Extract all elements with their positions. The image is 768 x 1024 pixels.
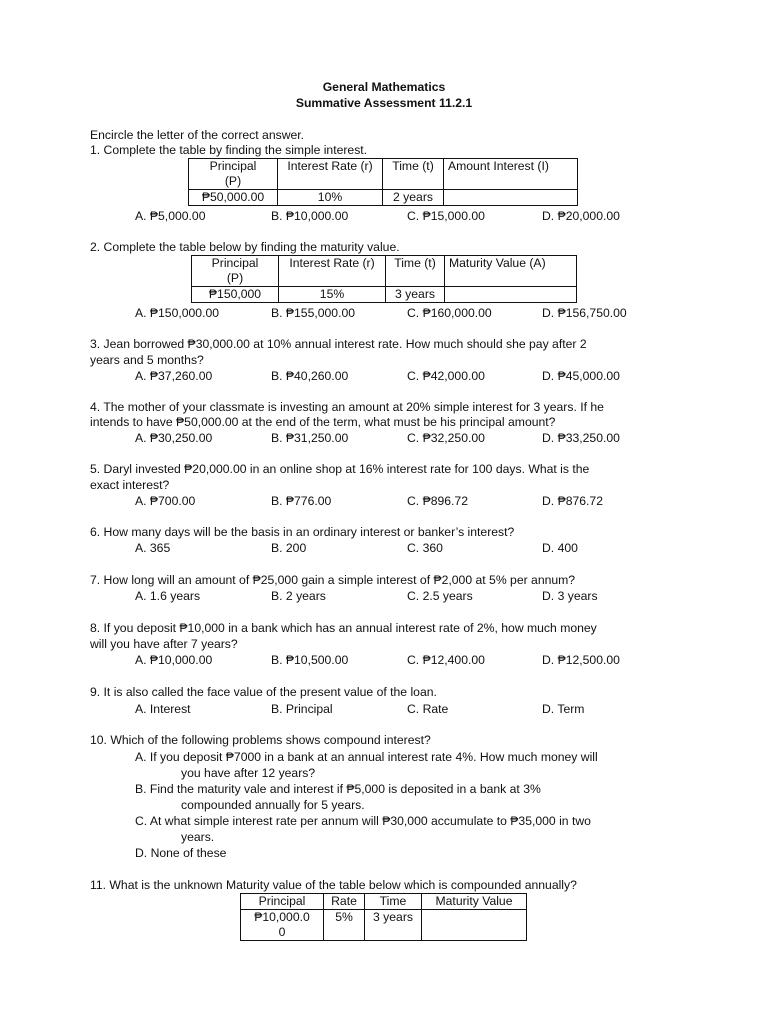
q2-table — [191, 255, 577, 303]
q2-text: 2. Complete the table below by finding the maturity value. — [90, 240, 400, 254]
table-cell — [422, 910, 527, 941]
q8-text-line1: 8. If you deposit ₱10,000 in a bank which has an annual interest rate of 2%, how much money — [90, 621, 597, 635]
document-subtitle: Summative Assessment 11.2.1 — [295, 96, 473, 110]
q3-option-d: D. ₱45,000.00 — [542, 369, 620, 383]
table-cell: 15% — [279, 287, 386, 303]
table-header-cell: Rate — [324, 894, 365, 910]
q5-option-a: A. ₱700.00 — [135, 494, 196, 508]
table-cell: 10% — [278, 190, 383, 206]
q9-option-c: C. Rate — [407, 702, 449, 716]
table-cell: ₱50,000.00 — [189, 190, 278, 206]
q10-text-line1: 10. Which of the following problems shows compound interest? — [90, 733, 431, 747]
q2-option-b: B. ₱155,000.00 — [271, 306, 356, 320]
q10-option-b-cont: compounded annually for 5 years. — [181, 798, 365, 812]
q6-text-line1: 6. How many days will be the basis in an ordinary interest or banker’s interest? — [90, 525, 515, 539]
document-title: General Mathematics — [322, 80, 446, 94]
table-cell — [241, 910, 324, 941]
table-cell: 5% — [324, 910, 365, 941]
q7-text-line1: 7. How long will an amount of ₱25,000 gain a simple interest of ₱2,000 at 5% per annum? — [90, 573, 576, 587]
q3-option-a: A. ₱37,260.00 — [135, 369, 213, 383]
table-row — [192, 287, 577, 303]
table-row — [241, 910, 527, 941]
q8-option-a: A. ₱10,000.00 — [135, 653, 213, 667]
table-header-cell — [189, 159, 278, 190]
header-text: Principal — [209, 159, 257, 173]
table-header-cell: Maturity Value — [422, 894, 527, 910]
table-cell — [444, 190, 578, 206]
table-header-cell: Amount Interest (I) — [444, 159, 578, 190]
q4-option-c: C. ₱32,250.00 — [407, 431, 485, 445]
table-header-cell: Time — [365, 894, 422, 910]
q5-text-line2: exact interest? — [90, 478, 170, 492]
q8-option-b: B. ₱10,500.00 — [271, 653, 349, 667]
q7-option-b: B. 2 years — [271, 589, 326, 603]
q10-option-a: A. If you deposit ₱7000 in a bank at an annual interest rate 4%. How much money will — [135, 750, 598, 764]
q1-option-a: A. ₱5,000.00 — [135, 209, 206, 223]
table-header-cell: Interest Rate (r) — [279, 256, 386, 287]
table-header-row — [192, 256, 577, 287]
table-header-cell: Principal — [241, 894, 324, 910]
q4-option-d: D. ₱33,250.00 — [542, 431, 620, 445]
table-header-cell — [192, 256, 279, 287]
table-row — [189, 190, 578, 206]
q9-option-b: B. Principal — [271, 702, 333, 716]
q1-option-b: B. ₱10,000.00 — [271, 209, 349, 223]
q6-option-c: C. 360 — [407, 541, 443, 555]
principal-value-part1: ₱10,000.0 — [254, 910, 310, 924]
q1-option-c: C. ₱15,000.00 — [407, 209, 485, 223]
q9-option-d: D. Term — [542, 702, 585, 716]
q2-option-c: C. ₱160,000.00 — [407, 306, 492, 320]
table-header-row — [189, 159, 578, 190]
q7-option-a: A. 1.6 years — [135, 589, 201, 603]
q1-table — [188, 158, 578, 206]
table-cell: 3 years — [386, 287, 445, 303]
table-header-row — [241, 894, 527, 910]
q10-option-c-cont: years. — [181, 830, 215, 844]
table-header-cell: Interest Rate (r) — [278, 159, 383, 190]
q2-option-d: D. ₱156,750.00 — [542, 306, 627, 320]
q1-option-d: D. ₱20,000.00 — [542, 209, 620, 223]
header-text: Principal — [211, 256, 259, 270]
header-text: (P) — [226, 271, 244, 285]
q2-option-a: A. ₱150,000.00 — [135, 306, 220, 320]
q5-option-c: C. ₱896.72 — [407, 494, 468, 508]
table-header-cell: Maturity Value (A) — [445, 256, 577, 287]
q6-option-b: B. 200 — [271, 541, 307, 555]
q4-text-line1: 4. The mother of your classmate is investing an amount at 20% simple interest for 3 years. If he — [90, 400, 604, 414]
q8-option-c: C. ₱12,400.00 — [407, 653, 485, 667]
q10-option-b: B. Find the maturity vale and interest if ₱5,000 is deposited in a bank at 3% — [135, 782, 541, 796]
q6-option-d: D. 400 — [542, 541, 578, 555]
q4-option-b: B. ₱31,250.00 — [271, 431, 349, 445]
table-cell — [445, 287, 577, 303]
q10-option-d: D. None of these — [135, 846, 227, 860]
q8-text-line2: will you have after 7 years? — [90, 637, 238, 651]
q5-text-line1: 5. Daryl invested ₱20,000.00 in an online shop at 16% interest rate for 100 days. What is the — [90, 462, 590, 476]
table-cell: ₱150,000 — [192, 287, 279, 303]
principal-value-part2: 0 — [278, 925, 286, 939]
q6-option-a: A. 365 — [135, 541, 171, 555]
q3-text-line1: 3. Jean borrowed ₱30,000.00 at 10% annual interest rate. How much should she pay after 2 — [90, 337, 587, 351]
q3-option-b: B. ₱40,260.00 — [271, 369, 349, 383]
table-cell: 3 years — [365, 910, 422, 941]
q5-option-b: B. ₱776.00 — [271, 494, 332, 508]
q5-option-d: D. ₱876.72 — [542, 494, 603, 508]
q10-option-a-cont: you have after 12 years? — [181, 766, 316, 780]
q11-text-line1: 11. What is the unknown Maturity value of the table below which is compounded annually? — [90, 878, 577, 892]
q4-text-line2: intends to have ₱50,000.00 at the end of the term, what must be his principal amount? — [90, 415, 556, 429]
table-cell: 2 years — [383, 190, 444, 206]
q1-text: 1. Complete the table by finding the simple interest. — [90, 143, 368, 157]
header-text: (P) — [224, 174, 242, 188]
table-header-cell: Time (t) — [383, 159, 444, 190]
q11-table — [240, 893, 527, 941]
table-header-cell: Time (t) — [386, 256, 445, 287]
instructions: Encircle the letter of the correct answer. — [90, 128, 305, 142]
q9-option-a: A. Interest — [135, 702, 191, 716]
q9-text-line1: 9. It is also called the face value of the present value of the loan. — [90, 685, 437, 699]
q7-option-d: D. 3 years — [542, 589, 598, 603]
q10-option-c: C. At what simple interest rate per annum will ₱30,000 accumulate to ₱35,000 in two — [135, 814, 591, 828]
q4-option-a: A. ₱30,250.00 — [135, 431, 213, 445]
q3-option-c: C. ₱42,000.00 — [407, 369, 485, 383]
q8-option-d: D. ₱12,500.00 — [542, 653, 620, 667]
q3-text-line2: years and 5 months? — [90, 353, 204, 367]
q7-option-c: C. 2.5 years — [407, 589, 473, 603]
